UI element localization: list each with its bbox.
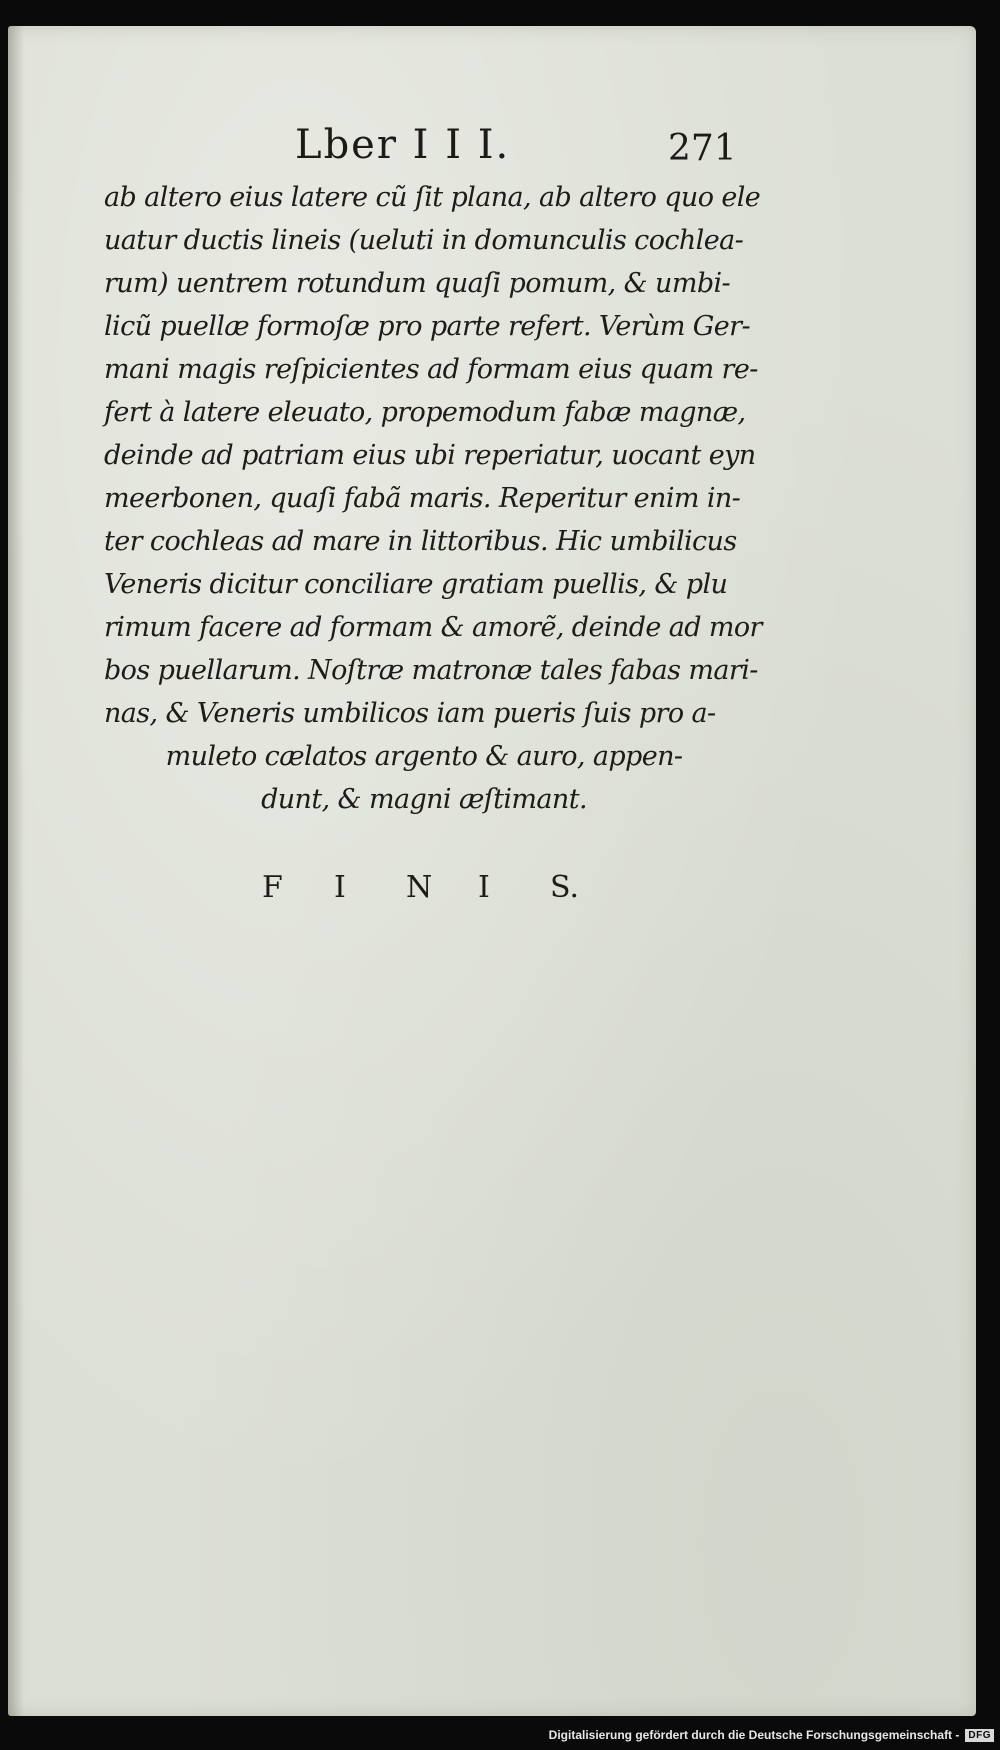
finis-letter: I: [334, 870, 346, 905]
text-line: Veneris dicitur conciliare gratiam puellis, & plu: [104, 569, 728, 600]
finis-colophon: [262, 870, 622, 905]
text-line: deinde ad patriam eius ubi reperiatur, uocant eyn: [104, 440, 756, 471]
finis-letter: N: [406, 870, 433, 905]
text-line: uatur ductis lineis (ueluti in domunculis cochlea-: [104, 225, 744, 256]
text-line: licũ puellæ formoſæ pro parte refert. Verùm Ger-: [104, 311, 750, 342]
text-line: bos puellarum. Noſtræ matronæ tales fabas mari-: [104, 655, 758, 686]
finis-letter: S.: [550, 870, 580, 905]
text-line: rum) uentrem rotundum quaſi pomum, & umbi-: [104, 268, 731, 299]
text-line: dunt, & magni æſtimant.: [261, 784, 587, 815]
text-line: nas, & Veneris umbilicos iam pueris ſuis pro a-: [104, 698, 716, 729]
text-line: ab altero eius latere cũ ſit plana, ab altero quo ele: [104, 182, 761, 213]
finis-letter: F: [262, 870, 283, 905]
text-line: meerbonen, quaſi fabã maris. Reperitur enim in-: [104, 483, 741, 514]
running-head-title: Lber I I I.: [295, 122, 511, 168]
page-gutter-shadow: [8, 26, 24, 1716]
text-line: fert à latere eleuato, propemodum fabæ magnæ,: [104, 397, 746, 428]
running-head: [0, 122, 1000, 182]
text-line: rimum facere ad formam & amorẽ, deinde ad mor: [104, 612, 762, 643]
dfg-logo: DFG: [965, 1729, 994, 1742]
page-number: 271: [668, 128, 737, 169]
text-line: muleto cælatos argento & auro, appen-: [165, 741, 683, 772]
finis-letter: I: [478, 870, 490, 905]
digitization-credit: [549, 1724, 994, 1746]
body-text: [104, 176, 762, 821]
credit-text: Digitalisierung gefördert durch die Deutsche Forschungsgemeinschaft -: [548, 1728, 960, 1742]
text-line: mani magis reſpicientes ad formam eius quam re-: [104, 354, 758, 385]
text-line: ter cochleas ad mare in littoribus. Hic umbilicus: [104, 526, 737, 557]
